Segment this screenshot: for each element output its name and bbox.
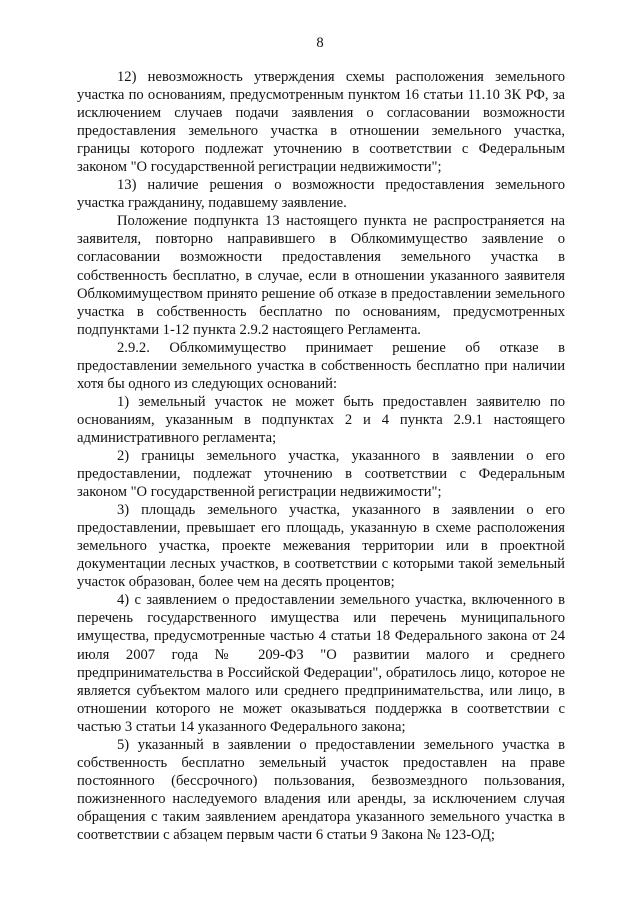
paragraph-item-13: 13) наличие решения о возможности предоставления земельного участка гражданину, подавшему заявление. [77,177,565,212]
paragraph-item-4: 4) с заявлением о предоставлении земельного участка, включенного в перечень государственного имущества или перечень муниципального имущества, предусмотренные частью 4 статьи 18 Федерального закона от 24 июля 2007 года № 209-ФЗ "О развитии малого и среднего предпринимательства в Российской Федерации", обратилось лицо, которое не является субъектом малого или среднего предпринимательства, или лицо, в отношении которого не может оказываться поддержка в соответствии с частью 3 статьи 14 указанного Федерального закона; [77,592,565,735]
page-number: 8 [316,35,324,51]
paragraph-item-12: 12) невозможность утверждения схемы расположения земельного участка по основаниям, предусмотренным пунктом 16 статьи 11.10 ЗК РФ, за исключением случаев подачи заявления о согласовании возможности предоставления земельного участка в отношении земельного участка, границы которого подлежат уточнению в соответствии с Федеральным законом "О государственной регистрации недвижимости"; [77,69,565,176]
paragraph-section-2-9-2: 2.9.2. Облкомимущество принимает решение об отказе в предоставлении земельного участка в собственность бесплатно при наличии хотя бы одного из следующих оснований: [77,339,565,392]
paragraph-item-5: 5) указанный в заявлении о предоставлении земельного участка в собственность бесплатно земельный участок предоставлен на праве постоянного (бессрочного) пользования, безвозмездного пользования, пожизненного наследуемого владения или аренды, за исключением случая обращения с таким заявлением арендатора указанного земельного участка в соответствии с абзацем первым части 6 статьи 9 Закона № 123-ОД; [77,736,565,843]
paragraph-item-3: 3) площадь земельного участка, указанного в заявлении о его предоставлении, превышает его площадь, указанную в схеме расположения земельного участка, проекте межевания территории или в проектной документации лесных участков, в соответствии с которыми такой земельный участок образован, более чем на десять процентов; [77,502,565,591]
paragraph-item-1: 1) земельный участок не может быть предоставлен заявителю по основаниям, указанным в подпунктах 2 и 4 пункта 2.9.1 настоящего административного регламента; [77,393,565,446]
paragraph-exception-note: Положение подпункта 13 настоящего пункта не распространяется на заявителя, повторно направившего в Облкомимущество заявление о согласовании возможности предоставления земельного участка в собственность бесплатно, в случае, если в отношении указанного заявителя Облкомимуществом принято решение об отказе в предоставлении земельного участка в собственность бесплатно по основаниям, предусмотренных подпунктами 1-12 пункта 2.9.2 настоящего Регламента. [77,213,565,338]
paragraph-item-2: 2) границы земельного участка, указанного в заявлении о его предоставлении, подлежат уточнению в соответствии с Федеральным законом "О государственной регистрации недвижимости"; [77,447,565,501]
document-body [77,68,565,844]
